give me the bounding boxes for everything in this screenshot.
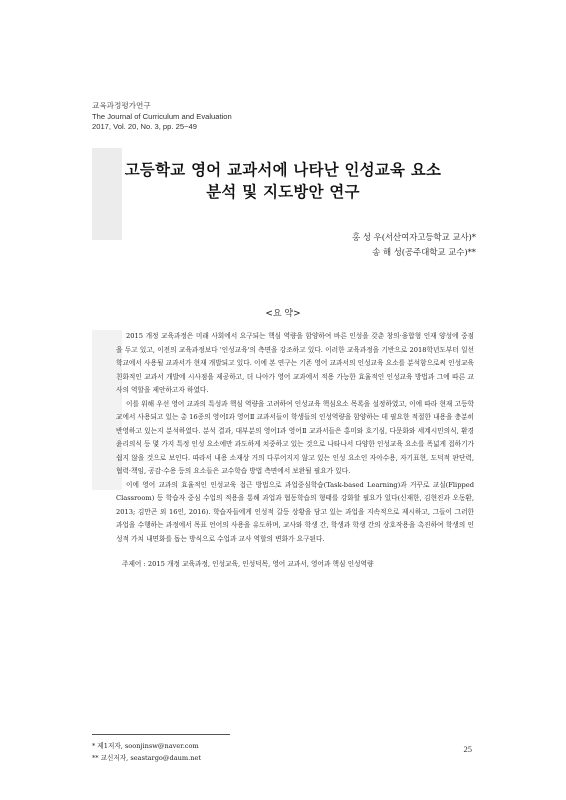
abstract-paragraph: 2015 개정 교육과정은 미래 사회에서 요구되는 핵심 역량을 함양하여 바른 인성을 갖춘 창의·융합형 인재 양성에 중점을 두고 있고, 이전의 교육과정보다 '인성교육'의 측면을 강조하고 있다. 이러한 교육과정을 기반으로 2018학년도부터 일선 학교에서 사용될 교과서가 현재 개발되고 있다. 이에 본 연구는 기존 영어 교과서의 인성교육 요소를 분석함으로써 인성교육 친화적인 교과서 개발에 시사점을 제공하고, 더 나아가 영어 교과에서 적용 가능한 효율적인 인성교육 방법과 그에 따른 교사의 역할을 제안하고자 하였다. <box>116 332 474 394</box>
abstract-heading: <요 약> <box>265 309 301 319</box>
journal-header <box>92 101 232 133</box>
author-first: 홍 성 우(서산여자고등학교 교사)* <box>352 232 476 242</box>
footnote-divider <box>92 734 230 735</box>
abstract-body <box>116 330 474 572</box>
abstract-paragraph: 이에 영어 교과의 효율적인 인성교육 접근 방법으로 과업중심학습(Task-based Learning)과 거꾸로 교실(Flipped Classroom) 등 학습자 중심 수업의 적용을 통해 과업과 협동학습의 형태를 강화할 필요가 있다(신재한, 김현진과 오동환, 2013; 김만곤 외 16인, 2016). 학습자들에게 인성적 갈등 상황을 담고 있는 과업을 지속적으로 제시하고, 그들이 그러한 과업을 수행하는 과정에서 목표 언어의 사용을 유도하며, 교사와 학생 간, 학생과 학생 간의 상호작용을 촉진하여 학생의 인성적 가치 내면화를 돕는 방식으로 수업과 교사 역할의 변화가 요구된다. <box>116 480 474 543</box>
paper-title <box>60 159 506 203</box>
paper-title-line-1: 고등학교 영어 교과서에 나타난 인성교육 요소 <box>124 161 442 179</box>
journal-citation: 2017, Vol. 20, No. 3, pp. 25~49 <box>92 122 197 132</box>
keywords: 주제어 : 2015 개정 교육과정, 인성교육, 인성덕목, 영어 교과서, 영어과 핵심 인성역량 <box>122 560 374 568</box>
footnotes <box>92 741 201 764</box>
footnote-first-author: * 제1저자, soonjinsw@naver.com <box>92 742 199 750</box>
page-number: 25 <box>463 744 472 754</box>
paper-title-line-2: 분석 및 지도방안 연구 <box>206 183 360 201</box>
journal-english-name: The Journal of Curriculum and Evaluation <box>92 111 232 121</box>
footnote-corresponding-author: ** 교신저자, seastargo@daum.net <box>92 753 202 762</box>
abstract-paragraph: 이를 위해 우선 영어 교과의 특성과 핵심 역량을 고려하여 인성교육 핵심요소 목록을 설정하였고, 이에 따라 현재 고등학교에서 사용되고 있는 총 16종의 영어Ⅰ과 영어Ⅱ 교과서들이 학생들의 인성역량을 함양하는 데 필요한 적절한 내용을 충분히 반영하고 있는지 분석하였다. 분석 결과, 대부분의 영어Ⅰ과 영어Ⅱ 교과서들은 홍미와 호기심, 다문화와 세계시민의식, 환경윤리의식 등 몇 가지 특정 인성 요소에만 과도하게 치중하고 있는 것으로 나타나서 다양한 인성교육 요소를 폭넓게 접하기가 쉽지 않을 것으로 보인다. 따라서 내용 소재상 거의 다루어지지 않고 있는 인성 요소인 자아수용, 자기표현, 도덕적 판단력, 협력·책임, 공감·수용 등의 요소들은 교수학습 방법 측면에서 보완될 필요가 있다. <box>116 399 474 475</box>
author-corresponding: 송 해 성(공주대학교 교수)** <box>372 247 476 257</box>
journal-korean-name: 교육과정평가연구 <box>92 101 151 110</box>
author-list <box>352 230 476 260</box>
